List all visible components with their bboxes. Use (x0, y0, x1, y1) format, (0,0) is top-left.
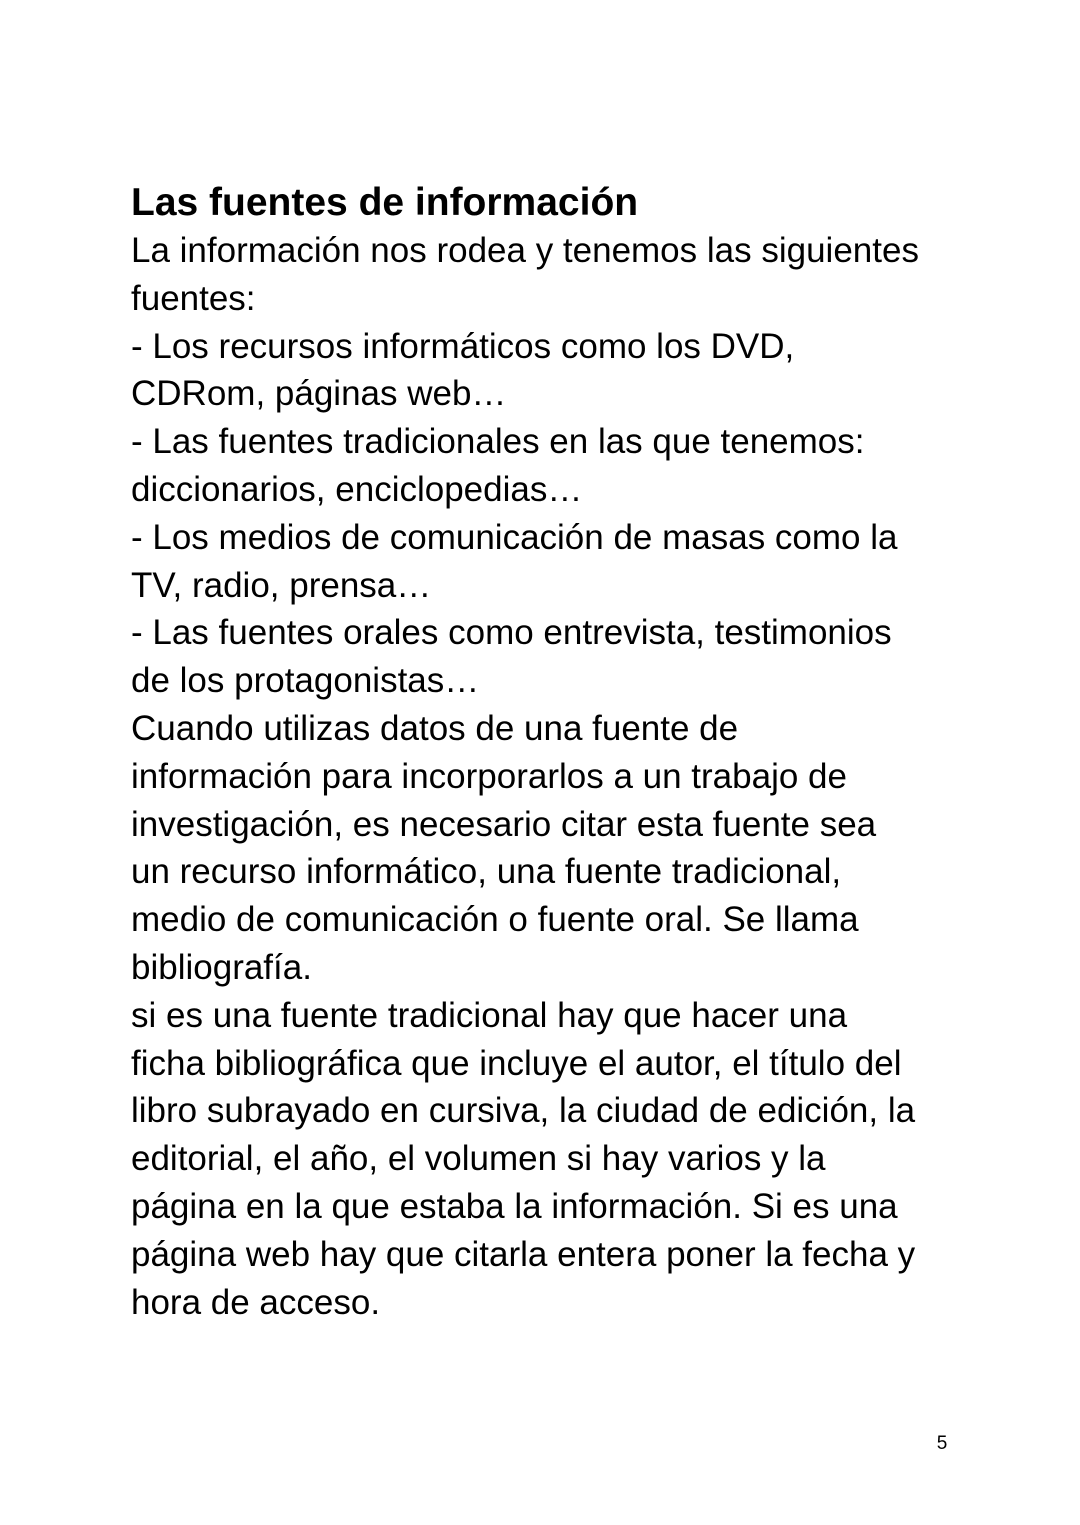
list-item-line: - Las fuentes tradicionales en las que tenemos: (131, 422, 865, 462)
text-line: libro subrayado en cursiva, la ciudad de edición, la (131, 1091, 916, 1131)
text-line: ficha bibliográfica que incluye el autor, el título del (131, 1043, 902, 1083)
document-body (131, 176, 971, 1326)
text-line: página web hay que citarla entera poner la fecha y (131, 1234, 916, 1274)
list-item-line: diccionarios, enciclopedias… (131, 469, 583, 509)
list-item-line: TV, radio, prensa… (131, 565, 432, 605)
list-item-line: - Los recursos informáticos como los DVD, (131, 326, 795, 366)
text-line: La información nos rodea y tenemos las siguientes (131, 231, 919, 270)
text-line: fuentes: (131, 278, 256, 318)
page-number: 5 (936, 1433, 948, 1454)
text-line: si es una fuente tradicional hay que hacer una (131, 995, 848, 1035)
list-item-line: de los protagonistas… (131, 661, 480, 701)
text-line: bibliografía. (131, 947, 312, 987)
list-item-line: CDRom, páginas web… (131, 374, 507, 414)
text-line: hora de acceso. (131, 1282, 381, 1322)
list-item-line: - Los medios de comunicación de masas como la (131, 517, 898, 557)
text-line: información para incorporarlos a un trabajo de (131, 756, 847, 796)
document-title: Las fuentes de información (131, 181, 639, 224)
text-line: editorial, el año, el volumen si hay varios y la (131, 1139, 826, 1179)
text-line: página en la que estaba la información. Si es una (131, 1186, 898, 1226)
text-line: Cuando utilizas datos de una fuente de (131, 708, 739, 748)
list-item-line: - Las fuentes orales como entrevista, testimonios (131, 613, 892, 653)
text-line: un recurso informático, una fuente tradicional, (131, 852, 842, 892)
text-line: medio de comunicación o fuente oral. Se llama (131, 900, 859, 940)
text-line: investigación, es necesario citar esta fuente sea (131, 804, 877, 844)
